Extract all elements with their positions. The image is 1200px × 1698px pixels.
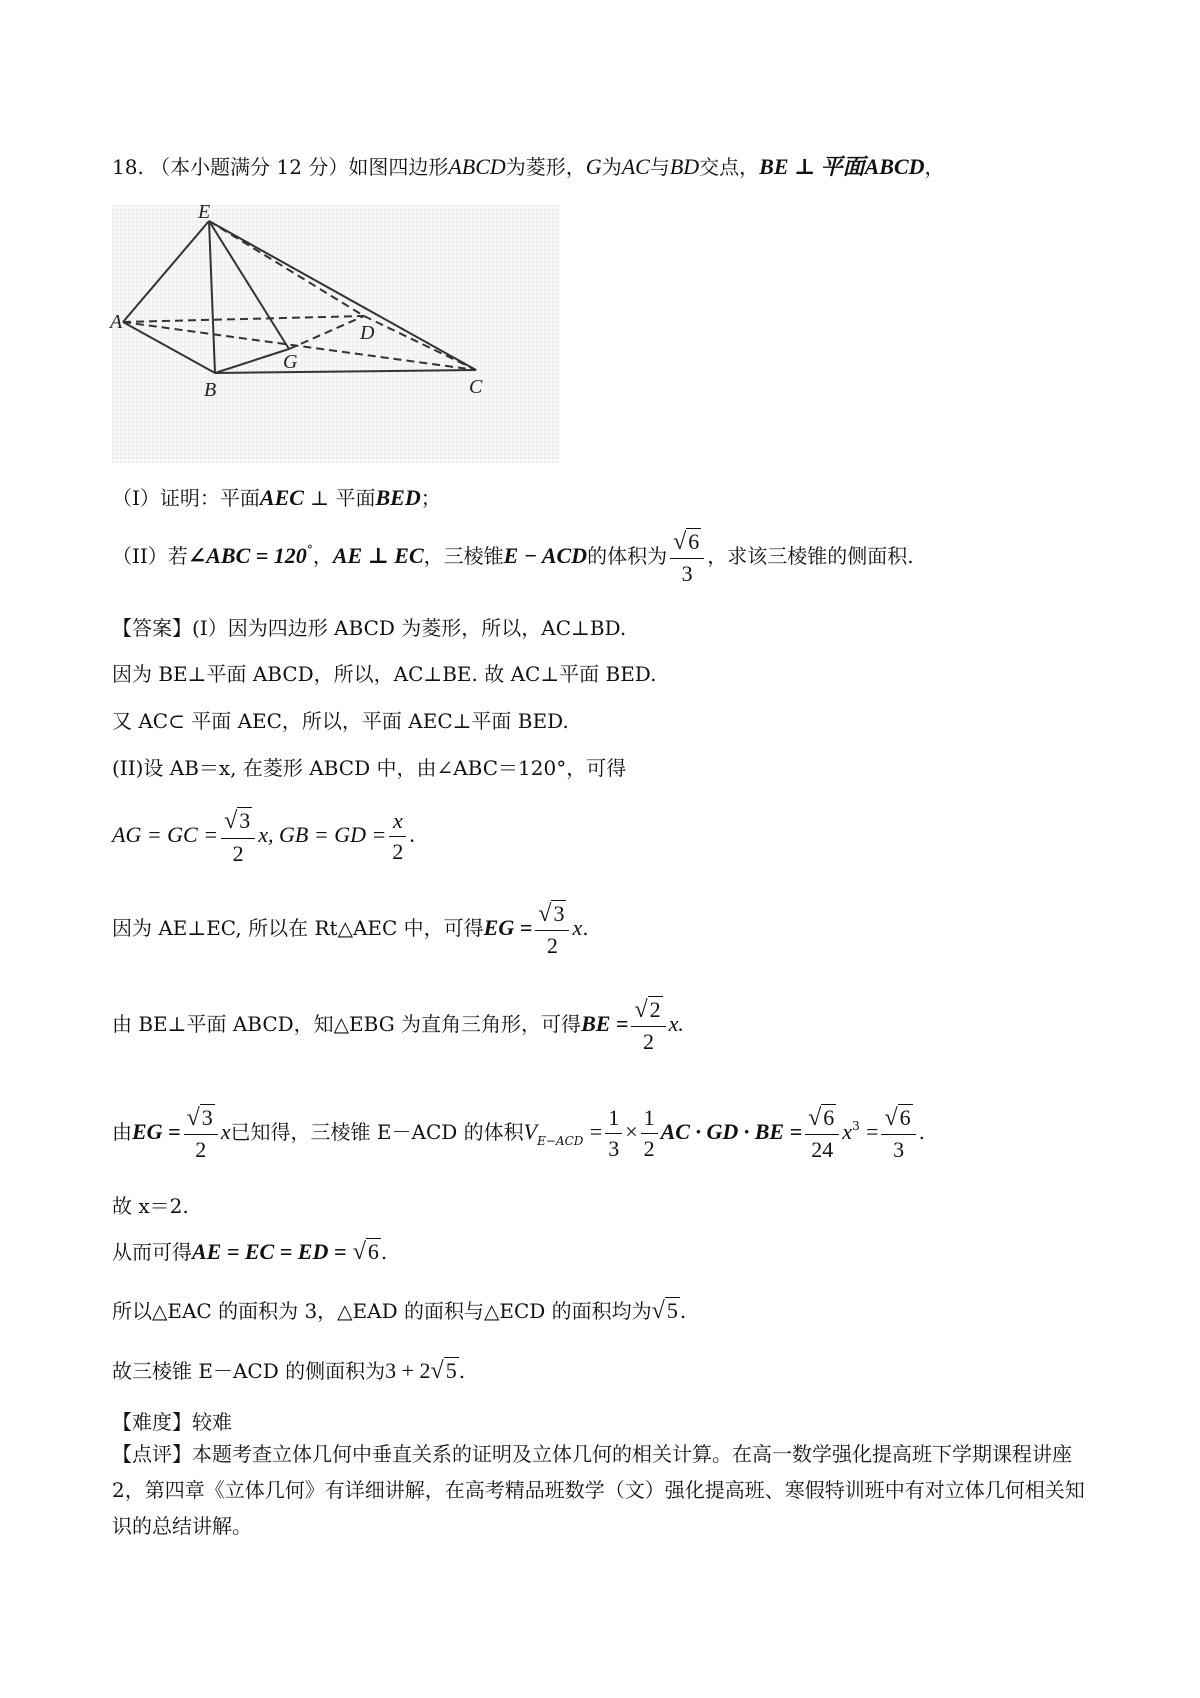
l8-d1: 3 [608, 1136, 620, 1161]
l6-fraction: $\frac{√3}{2}$ [535, 901, 569, 959]
label-C: C [469, 376, 483, 398]
l6-lhs: EG = [483, 915, 533, 940]
eq1-den: 2 [232, 840, 244, 866]
l8-eq2: = [866, 1119, 879, 1144]
answer-l1: (I）因为四边形 ABCD 为菱形，所以，AC⊥BD. [192, 616, 627, 640]
l8-pre: 由 [112, 1120, 132, 1144]
part2-prefix: （II）若 [112, 544, 188, 568]
part1-aec: AEC [259, 485, 304, 510]
part2-angle: ∠ABC = 120 [187, 543, 307, 568]
label-E: E [198, 201, 211, 223]
question-text-3: 与 [649, 155, 670, 179]
l10-radicand: 6 [367, 1239, 379, 1264]
l8-n1: 1 [605, 1106, 622, 1134]
l10-eq: AE = EC = ED = [192, 1239, 347, 1264]
part2-ae-ec: AE ⊥ EC [332, 543, 424, 568]
l11-radicand: 5 [666, 1298, 678, 1323]
answer-equation-1 [112, 805, 415, 866]
part1-mid: 平面 [335, 486, 376, 510]
l8-fraction-4: $\frac{√6}{3}$ [881, 1105, 915, 1163]
comment [112, 1436, 1102, 1544]
part2-suffix: ，求该三棱锥的侧面积. [707, 544, 914, 568]
eq1-lhs: AG = GC = [112, 822, 219, 847]
part1-suffix: ； [420, 486, 441, 510]
part-2 [112, 520, 914, 586]
answer-line-9: 故 x＝2. [112, 1194, 189, 1218]
l8-fraction-3: $\frac{√6}{24}$ [805, 1105, 839, 1163]
answer-line-2: 因为 BE⊥平面 ABCD，所以，AC⊥BE. 故 AC⊥平面 BED. [112, 662, 657, 686]
eq1-mid: x, GB = GD = [258, 822, 387, 847]
pyramid-figure [110, 201, 560, 463]
answer-line-11 [112, 1295, 686, 1325]
l8-power: 3 [852, 1119, 860, 1133]
l8-radicand: 3 [201, 1104, 213, 1130]
question-text-2: 为 [601, 155, 622, 179]
difficulty [112, 1406, 232, 1435]
l8-radicand-3: 6 [823, 1104, 835, 1130]
answer-tag: 【答案】 [112, 616, 192, 640]
eq1-end: . [409, 822, 415, 847]
l8-fraction-2 [641, 1106, 658, 1161]
l12-end: . [458, 1359, 466, 1383]
l7-lhs: BE = [581, 1011, 629, 1036]
eq1-radicand: 3 [239, 808, 251, 834]
l8-n2: 1 [641, 1106, 658, 1134]
bd-label: BD [669, 154, 700, 179]
part2-volume-text: 的体积为 [587, 544, 668, 568]
l7-den: 2 [643, 1029, 655, 1055]
eq1-den2: 2 [392, 839, 404, 865]
question-text-1: 为菱形， [505, 155, 586, 179]
answer-line-6 [112, 898, 589, 958]
eq1-num2: x [389, 809, 406, 837]
answer-line-12 [112, 1355, 465, 1385]
l8-lhs: EG = [132, 1119, 181, 1144]
l12-value: 3 + 2 [385, 1358, 431, 1383]
ac-label: AC [621, 154, 650, 179]
l6-den: 2 [546, 933, 558, 959]
l11-text: 所以△EAC 的面积为 3，△EAD 的面积与△ECD 的面积均为 [112, 1299, 652, 1323]
part2-volume-den: 3 [681, 561, 693, 587]
label-G: G [283, 351, 298, 373]
l6-text: 因为 AE⊥EC, 所以在 Rt△AEC 中，可得 [112, 916, 484, 940]
part2-mid: ，三棱锥 [423, 544, 504, 568]
l8-v-sub: E−ACD [537, 1134, 584, 1148]
l8-fraction-eg: $\frac{√3}{2}$ [184, 1105, 218, 1163]
answer-line-7 [112, 994, 684, 1054]
l7-fraction: $\frac{√2}{2}$ [631, 997, 665, 1055]
comment-tag: 【点评】 [112, 1442, 192, 1466]
question-comma: ， [924, 155, 945, 179]
l6-var: x [572, 915, 583, 940]
part1-perp: ⊥ [303, 486, 336, 510]
l8-d2: 2 [643, 1136, 655, 1161]
l10-sqrt: √6 [352, 1239, 379, 1265]
l12-radicand: 5 [445, 1358, 457, 1383]
l12-text: 故三棱锥 E－ACD 的侧面积为 [112, 1359, 386, 1383]
figure-background [112, 205, 560, 463]
l7-radicand: 2 [649, 996, 661, 1022]
part1-prefix: （I）证明：平面 [112, 486, 260, 510]
abcd-label: ABCD [448, 154, 506, 179]
l8-text: 已知得，三棱锥 E－ACD 的体积 [230, 1120, 524, 1144]
l8-d4: 3 [893, 1137, 905, 1163]
question-number: 18. [112, 155, 144, 179]
l11-sqrt: √5 [651, 1298, 678, 1324]
answer-line-1 [112, 612, 626, 641]
part1-bed: BED [375, 485, 421, 510]
label-A: A [110, 311, 123, 333]
answer-line-4: (II)设 AB＝x, 在菱形 ABCD 中，由∠ABC＝120°，可得 [112, 756, 627, 780]
l8-times: × [625, 1119, 638, 1144]
l10-end: . [380, 1240, 388, 1264]
l8-product: AC · GD · BE = [660, 1119, 803, 1144]
l8-radicand-4: 6 [899, 1104, 911, 1130]
l8-eq: = [589, 1119, 603, 1144]
answer-line-10 [112, 1236, 387, 1266]
answer-line-3: 又 AC⊂ 平面 AEC，所以，平面 AEC⊥平面 BED. [112, 709, 569, 733]
l12-sqrt: √5 [430, 1358, 457, 1384]
l6-radicand: 3 [553, 900, 565, 926]
part2-pyramid: E − ACD [503, 543, 588, 568]
l8-d3: 24 [811, 1137, 834, 1163]
l8-v: V [523, 1119, 538, 1144]
l10-text: 从而可得 [112, 1240, 192, 1264]
part2-sep: ， [312, 544, 333, 568]
l8-end: . [918, 1120, 926, 1144]
l7-var: x. [668, 1011, 684, 1036]
l11-end: . [679, 1299, 687, 1323]
l7-text: 由 BE⊥平面 ABCD，知△EBG 为直角三角形，可得 [112, 1012, 582, 1036]
question-intro: （本小题满分 12 分）如图四边形 [150, 155, 449, 179]
l8-var: x [220, 1119, 231, 1144]
answer-line-8 [112, 1096, 925, 1171]
question-text-4: 交点， [699, 155, 760, 179]
l8-fraction-1 [605, 1106, 622, 1161]
part2-degree: ° [306, 543, 313, 557]
difficulty-value: 较难 [192, 1410, 232, 1434]
g-label: G [585, 154, 602, 179]
part2-volume-radicand: 6 [688, 528, 700, 554]
l8-x: x [842, 1119, 853, 1144]
be-perp-plane: BE ⊥ 平面ABCD [759, 154, 925, 179]
eq1-fraction-1: $\frac{√3}{2}$ [221, 808, 255, 866]
label-D: D [360, 322, 375, 344]
l6-end: . [582, 916, 589, 940]
label-B: B [204, 379, 217, 401]
question-statement [112, 150, 945, 181]
part-1 [112, 482, 441, 511]
l8-den: 2 [195, 1137, 207, 1163]
part2-volume-fraction: $\frac{√6}{3}$ [670, 529, 704, 587]
comment-text: 本题考查立体几何中垂直关系的证明及立体几何的相关计算。在高一数学强化提高班下学期课程讲座 2，第四章《立体几何》有详细讲解，在高考精品班数学（文）强化提高班、寒假特训班中有对立体几何相关知识的总结讲解。 [112, 1442, 1085, 1538]
eq1-fraction-2 [389, 809, 406, 864]
difficulty-tag: 【难度】 [112, 1410, 192, 1434]
